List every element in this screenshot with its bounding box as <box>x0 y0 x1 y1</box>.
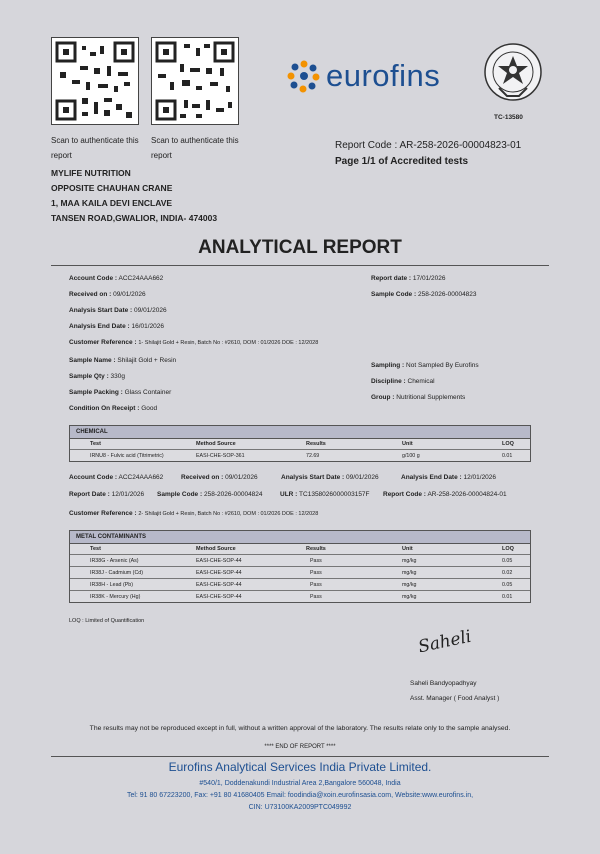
qr-caption-2: Scan to authenticate this report <box>151 136 239 160</box>
metal-contaminants-table <box>69 530 531 603</box>
signatory-name: Saheli Bandyopadhyay <box>410 680 477 687</box>
chemical-table <box>69 425 531 462</box>
loq-note: LOQ : Limited of Quantification <box>69 618 145 624</box>
signatory-designation: Asst. Manager ( Food Analyst ) <box>410 695 500 702</box>
disclaimer: The results may not be reproduced except in full, without a written approval of the laboratory. The results relate only to the sample analysed. <box>89 725 511 732</box>
table-row: IR38G - Arsenic (As) EASI-CHE-SOP-44 Pass mg/kg 0.05 <box>70 555 530 567</box>
table-row: IR38H - Lead (Pb) EASI-CHE-SOP-44 Pass mg/kg 0.05 <box>70 579 530 591</box>
brand-name: eurofins <box>326 58 441 93</box>
customer-address: MYLIFE NUTRITION OPPOSITE CHAUHAN CRANE 1, MAA KAILA DEVI ENCLAVE TANSEN ROAD,GWALIOR, INDIA- 474003 <box>51 168 218 223</box>
report-code: Report Code : AR-258-2026-00004823-01 <box>335 140 522 151</box>
end-of-report: **** END OF REPORT **** <box>264 744 336 750</box>
metal-table-title: METAL CONTAMINANTS <box>70 531 530 544</box>
qr-code-2[interactable] <box>151 37 239 125</box>
chemical-table-title: CHEMICAL <box>70 426 530 439</box>
signature: Saheli <box>416 626 474 658</box>
table-row: IR38J - Cadmium (Cd) EASI-CHE-SOP-44 Pass mg/kg 0.02 <box>70 567 530 579</box>
qr-caption-1: Scan to authenticate this report <box>51 136 139 160</box>
signatory <box>410 676 499 706</box>
page-title: ANALYTICAL REPORT <box>198 237 402 258</box>
table-header-row: Test Method Source Results Unit LOQ <box>70 439 530 450</box>
table-header-row: Test Method Source Results Unit LOQ <box>70 544 530 555</box>
footer-divider <box>51 756 549 757</box>
footer-address: #540/1, Doddenakundi Industrial Area 2,Bangalore 560048, India <box>199 780 401 787</box>
qr-code-icon <box>52 38 138 124</box>
page-info: Page 1/1 of Accredited tests <box>335 156 469 167</box>
title-divider <box>51 265 549 266</box>
report-header <box>335 138 521 170</box>
footer-contact: Tel: 91 80 67223200, Fax: +91 80 41680405 Email: foodindia@xoin.eurofinsasia.com, Website:www.eurofins.in, <box>126 792 474 799</box>
eurofins-logo <box>286 58 440 94</box>
footer <box>0 760 600 814</box>
qr-code-1[interactable] <box>51 37 139 125</box>
nabl-seal-icon <box>483 42 543 102</box>
qr-code-icon <box>152 38 238 124</box>
footer-company: Eurofins Analytical Services India Private Limited. <box>168 760 432 774</box>
accreditation-code: TC-13580 <box>494 114 523 121</box>
accreditation-seal <box>483 42 543 102</box>
table-row: IR38K - Mercury (Hg) EASI-CHE-SOP-44 Pass mg/kg 0.01 <box>90 593 513 600</box>
footer-cin: CIN: U73100KA2009PTC049992 <box>248 804 352 811</box>
table-row: IRNU8 - Fulvic acid (Titrimetric) EASI-CHE-SOP-361 72.69 g/100 g 0.01 <box>90 452 513 459</box>
eurofins-dots-icon <box>286 58 322 94</box>
